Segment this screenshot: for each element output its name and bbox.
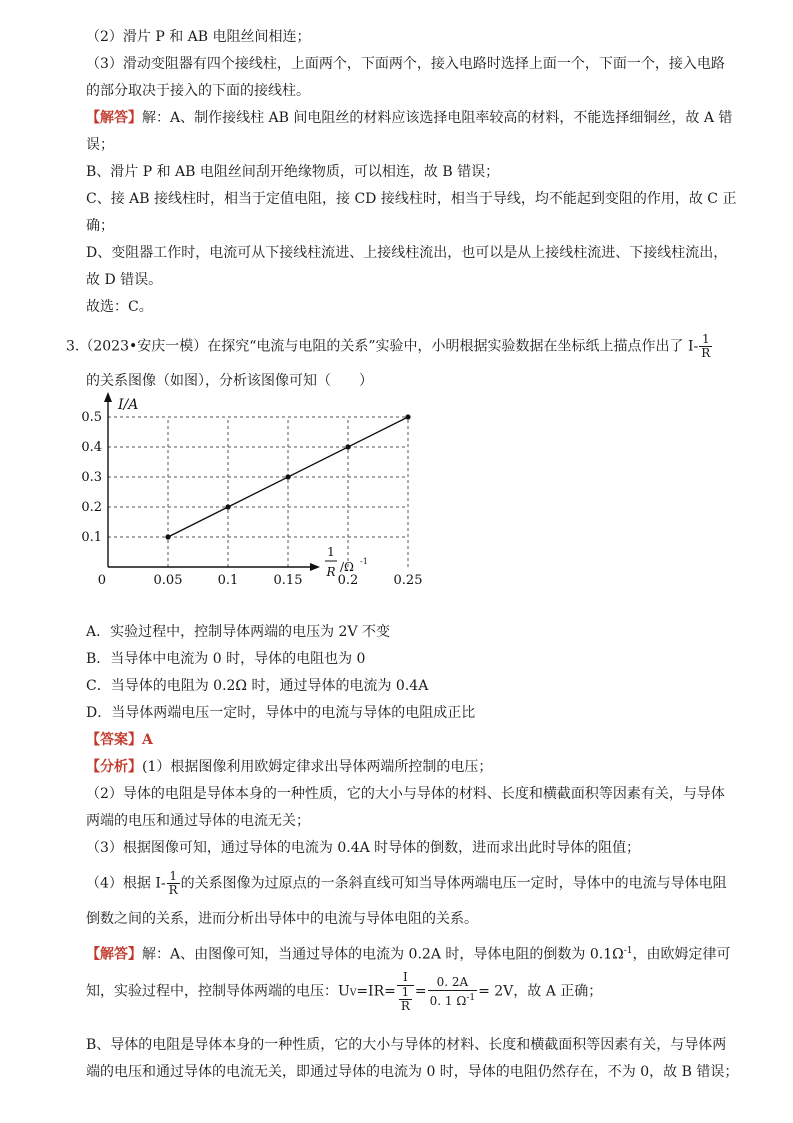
data-point <box>225 504 230 509</box>
option-a: A．实验过程中，控制导体两端的电压为 2V 不变 <box>86 624 391 640</box>
text: （4）根据 I- <box>86 875 166 892</box>
origin-label: 0 <box>97 573 106 588</box>
frac-num: 0. 2A <box>428 975 477 991</box>
text-line: 的部分取决于接入的下面的接线柱。 <box>86 83 310 99</box>
option-d: D．当导体两端电压一定时，导体中的电流与导体的电阻成正比 <box>86 705 476 721</box>
text-line: （3）根据图像可知，通过导体的电流为 0.4A 时导体的倒数，进而求出此时导体的阻值； <box>86 840 641 856</box>
subscript: V <box>349 988 357 999</box>
text: 知，实验过程中，控制导体两端的电压：U <box>86 983 350 1000</box>
solution-tag: 【解答】 <box>86 110 142 126</box>
chart-labels <box>81 397 422 588</box>
text: = 2V，故 A 正确； <box>478 983 603 1000</box>
y-axis-arrow <box>104 392 112 402</box>
x-tick-label: 0.1 <box>217 573 239 588</box>
solution-text: ，由欧姆定律可 <box>632 946 731 963</box>
x-axis-label-unit: /Ω <box>340 560 354 574</box>
y-tick-label: 0.5 <box>81 410 102 425</box>
x-tick-label: 0.2 <box>337 573 359 588</box>
text-line: 确； <box>86 218 114 234</box>
solution-text: 解：A、制作接线柱 AB 间电阻丝的材料应该选择电阻率较高的材料，不能选择细铜丝，故 A 错 <box>142 110 733 126</box>
solution-line <box>86 108 732 128</box>
question-3-stem <box>66 333 713 360</box>
text-line: 误； <box>86 137 114 153</box>
frac-den <box>397 986 414 1013</box>
option-b: B．当导体中电流为 0 时，导体的电阻也为 0 <box>86 651 366 667</box>
frac-num: 1 <box>167 870 180 884</box>
question-text: 3.（2023•安庆一模）在探究“电流与电阻的关系”实验中，小明根据实验数据在坐标纸上描点作出了 I- <box>66 338 699 355</box>
solution-formula-line: 知，实验过程中，控制导体两端的电压：UV=IR= $\frac{I}{\frac{1}{R}}$ = $\frac{0. 2A}{0. 1 \Omega^{-1}}$ = 2V，故 A 正确； <box>86 970 603 1013</box>
text-line: （2）滑片 P 和 AB 电阻丝间相连； <box>86 29 311 45</box>
x-tick-label: 0.15 <box>273 573 303 588</box>
fraction-values <box>428 975 477 1009</box>
solution-line <box>86 941 731 965</box>
analysis-line-4 <box>86 870 727 897</box>
x-tick-label: 0.25 <box>393 573 423 588</box>
y-tick-label: 0.1 <box>81 530 102 545</box>
text-line: 端的电压和通过导体的电流无关，即通过导体的电流为 0 时，导体的电阻仍然存在，不为 0，故 B 错误； <box>86 1064 739 1080</box>
text: 0. 1 Ω <box>429 993 467 1008</box>
text-line: B、滑片 P 和 AB 电阻丝间刮开绝缘物质，可以相连，故 B 错误； <box>86 164 500 180</box>
y-tick-label: 0.3 <box>81 470 102 485</box>
answer-value: A <box>142 732 153 748</box>
text: 的关系图像为过原点的一条斜直线可知当导体两端电压一定时，导体中的电流与导体电阻 <box>180 875 727 892</box>
x-axis-label-denominator: R <box>326 565 336 579</box>
answer-tag: 【答案】 <box>86 732 142 748</box>
x-axis-label-numerator: 1 <box>327 545 335 559</box>
frac-num: 1 <box>399 986 412 1000</box>
analysis-line <box>86 757 492 777</box>
fraction-i-over-inverse-r <box>397 970 414 1013</box>
fraction-1-over-R <box>167 870 180 897</box>
frac-num: 1 <box>699 333 712 347</box>
frac-den: R <box>701 346 711 360</box>
fraction-1-over-R <box>699 333 712 360</box>
text-line: 故选：C。 <box>86 299 153 315</box>
x-tick-label: 0.05 <box>153 573 183 588</box>
answer-line <box>86 730 153 750</box>
frac-den: R <box>168 883 178 897</box>
superscript: -1 <box>466 992 476 1003</box>
frac-num: I <box>397 970 414 986</box>
data-point <box>165 534 170 539</box>
text-line: 倒数之间的关系，进而分析出导体中的电流与导体电阻的关系。 <box>86 911 478 927</box>
data-point <box>405 414 410 419</box>
text-line: （3）滑动变阻器有四个接线柱，上面两个，下面两个，接入电路时选择上面一个，下面一个，接入电路 <box>86 56 725 72</box>
x-axis-arrow <box>310 563 320 571</box>
text: =IR= <box>356 983 396 1000</box>
frac-den: R <box>400 999 410 1013</box>
y-tick-label: 0.4 <box>81 440 102 455</box>
option-c: C．当导体的电阻为 0.2Ω 时，通过导体的电流为 0.4A <box>86 678 429 694</box>
text-line: C、接 AB 接线柱时，相当于定值电阻，接 CD 接线柱时，相当于导线，均不能起到变阻的作用，故 C 正 <box>86 191 737 207</box>
y-axis-label: I/A <box>118 397 139 413</box>
data-point <box>345 444 350 449</box>
data-point <box>285 474 290 479</box>
x-axis-label-exponent: -1 <box>360 557 368 566</box>
question-text: 的关系图像（如图），分析该图像可知（ ） <box>86 373 373 389</box>
superscript: -1 <box>623 946 633 956</box>
analysis-text: (1）根据图像利用欧姆定律求出导体两端所控制的电压； <box>142 759 493 775</box>
text-line: 两端的电压和通过导体的电流无关； <box>86 813 310 829</box>
text-line: D、变阻器工作时，电流可从下接线柱流进、上接线柱流出，也可以是从上接线柱流进、下接线柱流出， <box>86 245 728 261</box>
text-line: 故 D 错误。 <box>86 272 163 288</box>
analysis-tag: 【分析】 <box>86 759 142 775</box>
frac-den <box>428 991 477 1009</box>
i-vs-inverse-r-chart <box>80 392 423 617</box>
text-line: B、导体的电阻是导体本身的一种性质，它的大小与导体的材料、长度和横截面积等因素有关，与导体两 <box>86 1037 727 1053</box>
text-line: （2）导体的电阻是导体本身的一种性质，它的大小与导体的材料、长度和横截面积等因素有关，与导体 <box>86 786 725 802</box>
solution-text: 解：A、由图像可知，当通过导体的电流为 0.2A 时，导体电阻的倒数为 0.1Ω <box>142 946 624 963</box>
y-tick-label: 0.2 <box>81 500 102 515</box>
nested-fraction <box>399 986 412 1013</box>
solution-tag: 【解答】 <box>86 946 142 963</box>
